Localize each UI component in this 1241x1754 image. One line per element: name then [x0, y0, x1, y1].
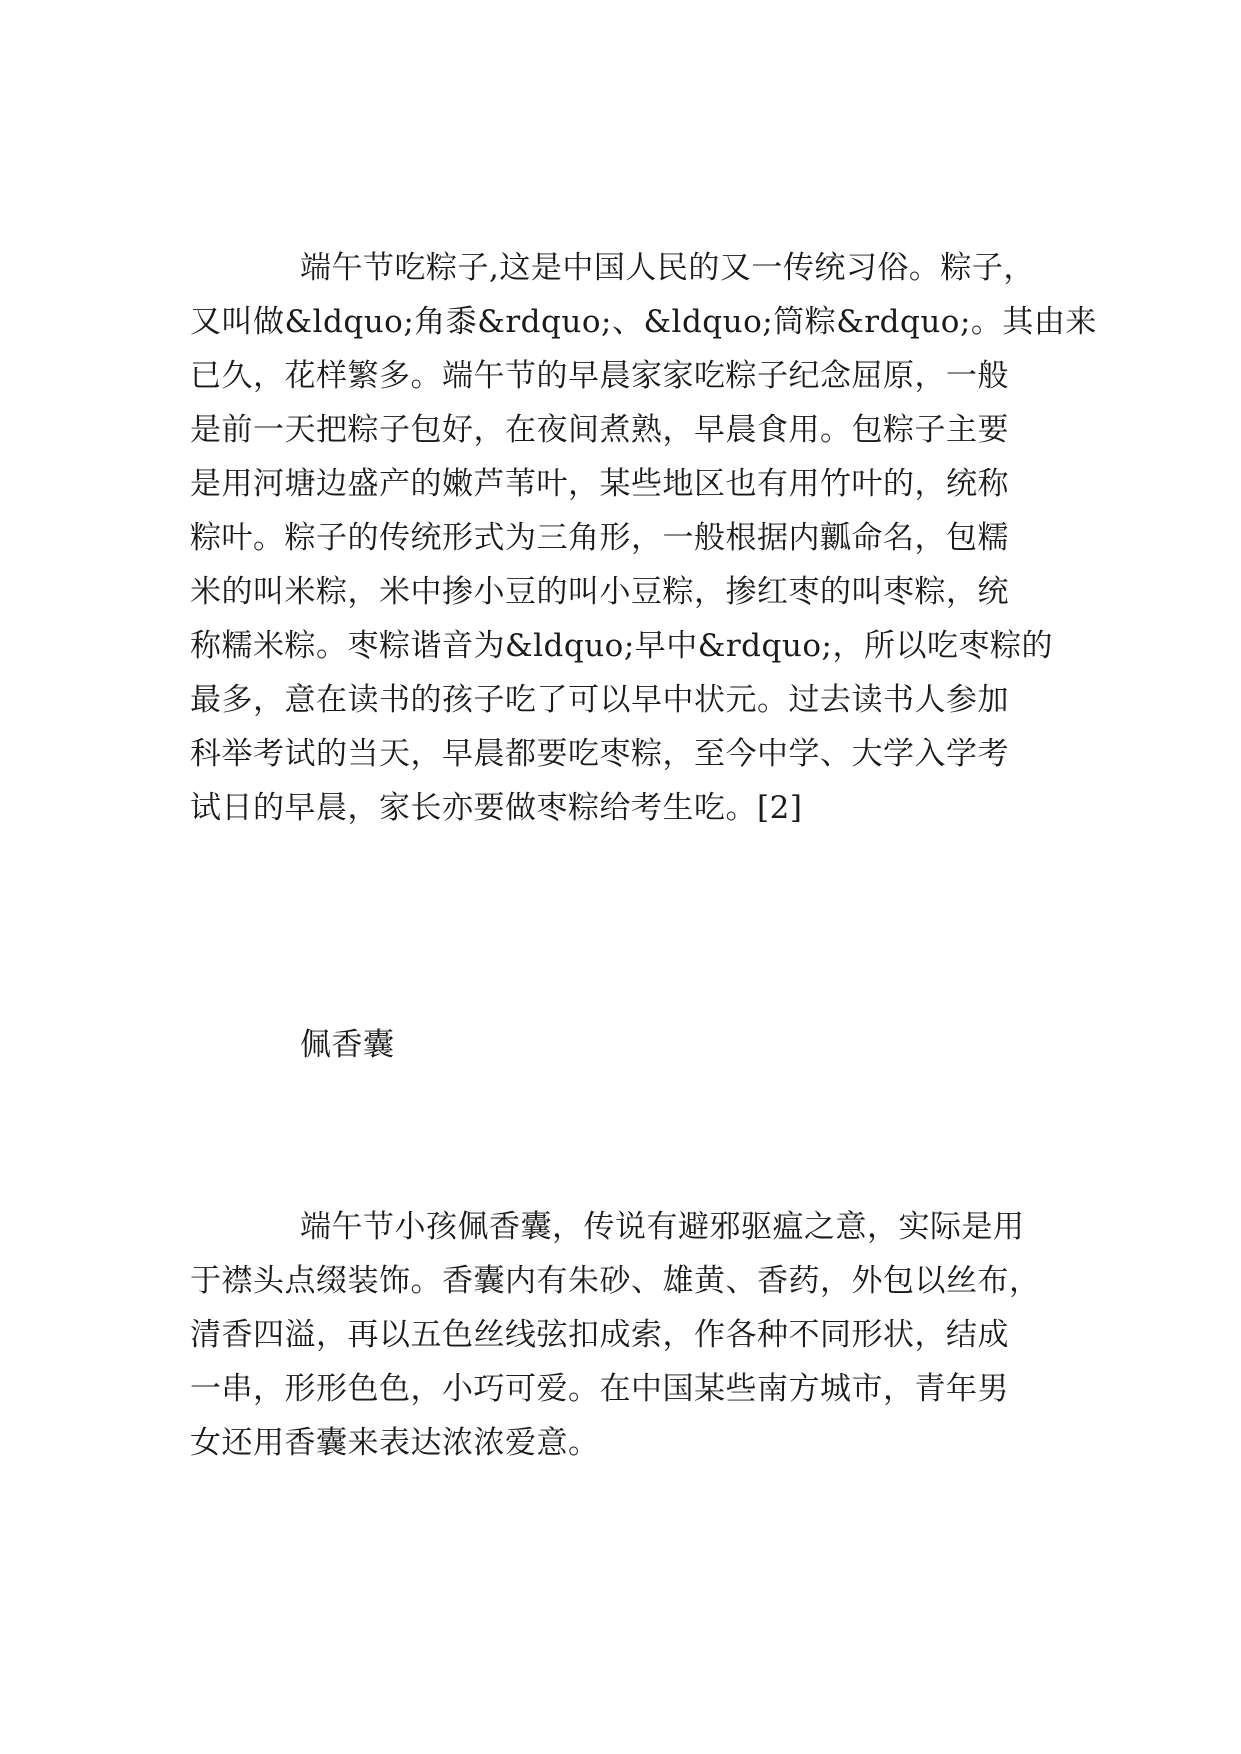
paragraph-1-line-1: 端午节吃粽子,这是中国人民的又一传统习俗。粽子，	[300, 250, 1035, 286]
paragraph-1-line-4: 是前一天把粽子包好，在夜间煮熟，早晨食用。包粽子主要	[190, 412, 1009, 448]
paragraph-1-line-6: 粽叶。粽子的传统形式为三角形，一般根据内瓤命名，包糯	[190, 520, 1009, 556]
paragraph-2-line-4: 一串，形形色色，小巧可爱。在中国某些南方城市，青年男	[190, 1371, 1009, 1407]
paragraph-2-line-3: 清香四溢，再以五色丝线弦扣成索，作各种不同形状，结成	[190, 1317, 1009, 1353]
paragraph-1-line-2: 又叫做&ldquo;角黍&rdquo;、&ldquo;筒粽&rdquo;。其由来	[190, 304, 1097, 340]
paragraph-1-line-11: 试日的早晨，家长亦要做枣粽给考生吃。[2]	[190, 790, 803, 826]
section-heading: 佩香囊	[300, 1027, 395, 1063]
paragraph-1-line-8: 称糯米粽。枣粽谐音为&ldquo;早中&rdquo;，所以吃枣粽的	[190, 628, 1053, 664]
paragraph-1-line-5: 是用河塘边盛产的嫩芦苇叶，某些地区也有用竹叶的，统称	[190, 466, 1009, 502]
paragraph-2-line-5: 女还用香囊来表达浓浓爱意。	[190, 1425, 600, 1461]
paragraph-2-line-2: 于襟头点缀装饰。香囊内有朱砂、雄黄、香药，外包以丝布，	[190, 1263, 1041, 1299]
paragraph-1-line-7: 米的叫米粽，米中掺小豆的叫小豆粽，掺红枣的叫枣粽，统	[190, 574, 1009, 610]
paragraph-1-line-10: 科举考试的当天，早晨都要吃枣粽，至今中学、大学入学考	[190, 736, 1009, 772]
paragraph-2-line-1: 端午节小孩佩香囊，传说有避邪驱瘟之意，实际是用	[300, 1209, 1025, 1245]
paragraph-1-line-3: 已久，花样繁多。端午节的早晨家家吃粽子纪念屈原，一般	[190, 358, 1009, 394]
paragraph-1-line-9: 最多，意在读书的孩子吃了可以早中状元。过去读书人参加	[190, 682, 1009, 718]
